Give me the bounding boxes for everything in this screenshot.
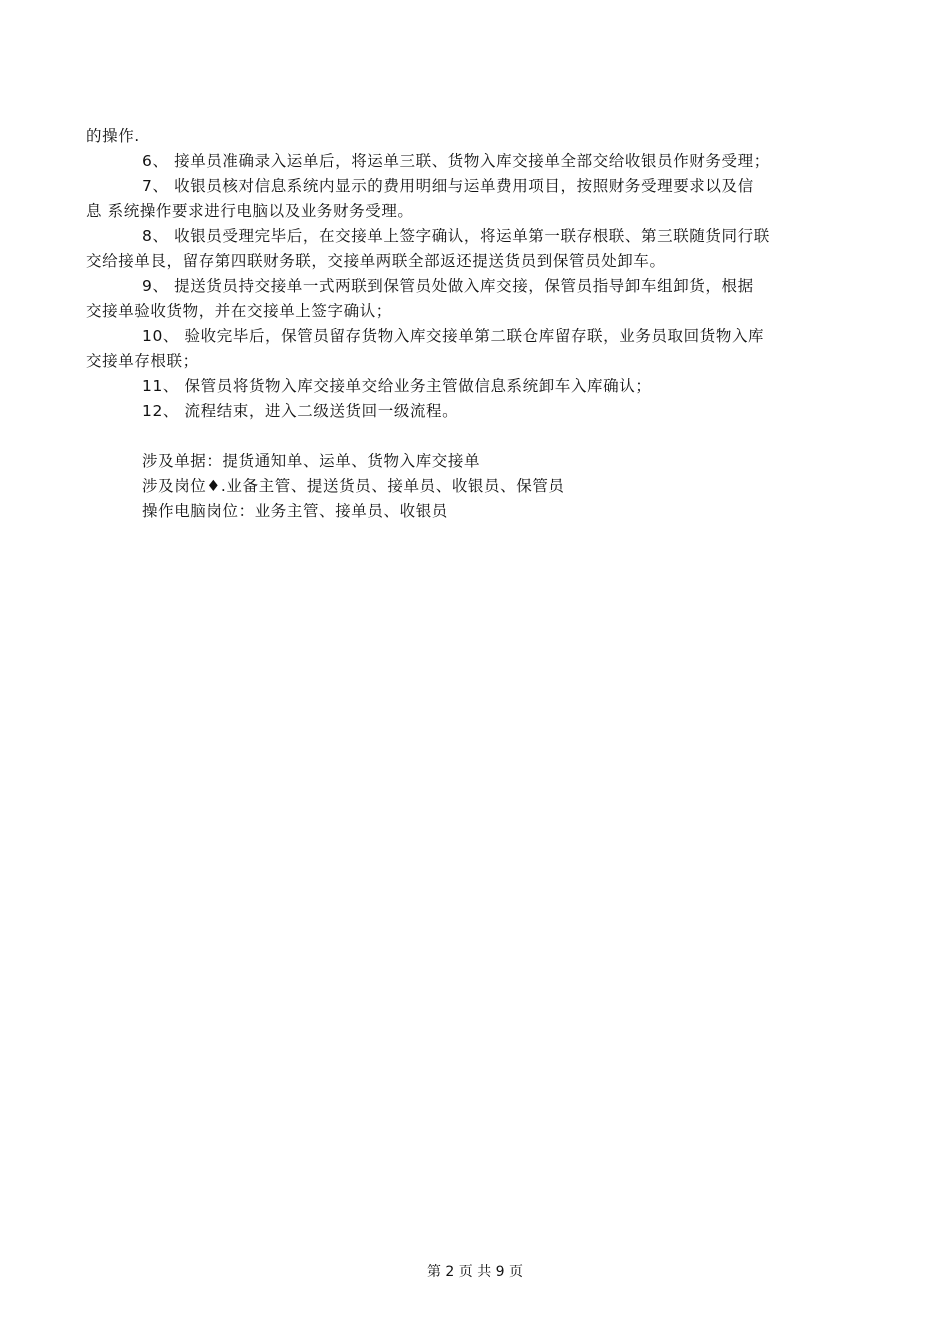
text-line: 11、 保管员将货物入库交接单交给业务主管做信息系统卸车入库确认； <box>142 377 652 395</box>
text-line: 交给接单艮，留存第四联财务联，交接单两联全部返还提送货员到保管员处卸车。 <box>86 252 666 270</box>
computer-positions-line: 操作电脑岗位：业务主管、接单员、收银员 <box>142 502 448 520</box>
positions-involved-line: 涉及岗位♦.业备主管、提送货员、接单员、收银员、保管员 <box>142 477 565 495</box>
text-line: 交接单验收货物，并在交接单上签字确认； <box>86 302 392 320</box>
text-line: 息 系统操作要求进行电脑以及业务财务受理。 <box>86 202 414 220</box>
text-line: 的操作. <box>86 127 140 145</box>
text-line: 10、 验收完毕后，保管员留存货物入库交接单第二联仓库留存联，业务员取回货物入库 <box>142 327 765 345</box>
text-line: 交接单存根联； <box>86 352 199 370</box>
text-line: 6、 接单员准确录入运单后，将运单三联、货物入库交接单全部交给收银员作财务受理； <box>142 152 770 170</box>
text-line: 8、 收银员受理完毕后，在交接单上签字确认，将运单第一联存根联、第三联随货同行联 <box>142 227 770 245</box>
text-line: 9、 提送货员持交接单一式两联到保管员处做入库交接，保管员指导卸车组卸货，根据 <box>142 277 754 295</box>
text-line: 12、 流程结束，进入二级送货回一级流程。 <box>142 402 459 420</box>
text-line: 7、 收银员核对信息系统内显示的费用明细与运单费用项目，按照财务受理要求以及信 <box>142 177 754 195</box>
page-number-footer: 第 2 页 共 9 页 <box>426 1264 524 1280</box>
documents-involved-line: 涉及单据：提货通知单、运单、货物入库交接单 <box>142 452 481 470</box>
